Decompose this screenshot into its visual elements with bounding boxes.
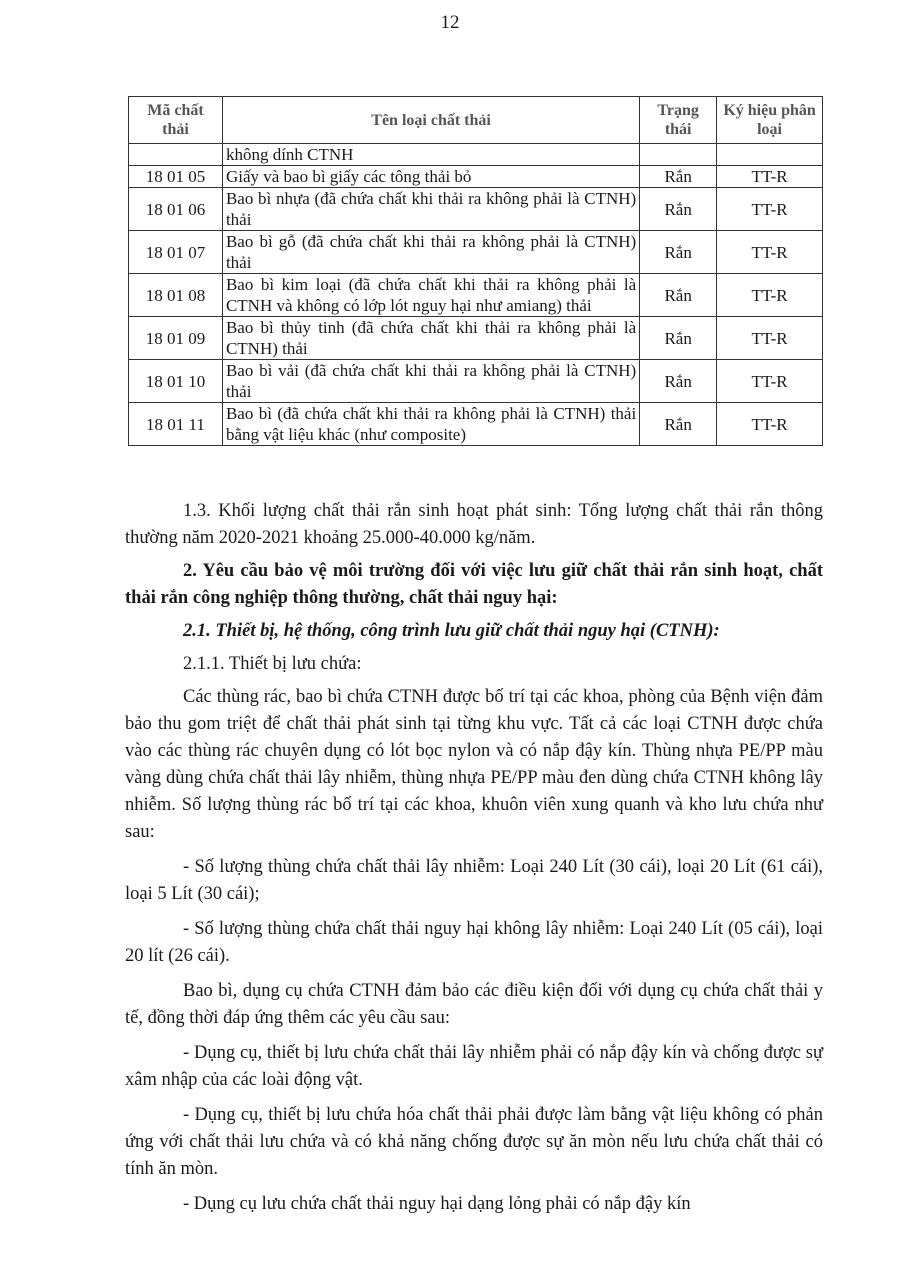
waste-symbol: TT-R (717, 403, 823, 446)
waste-state: Rắn (640, 231, 717, 274)
waste-name: Bao bì kim loại (đã chứa chất khi thải ra không phải là CTNH và không có lớp lót nguy hại như amiang) thải (222, 274, 639, 317)
subsection-heading-containers: 2.1.1. Thiết bị lưu chứa: (183, 654, 362, 674)
waste-state (640, 144, 717, 166)
table-row (129, 403, 823, 446)
waste-table (128, 96, 823, 446)
paragraph-hazardous-bins: - Số lượng thùng chứa chất thải nguy hại không lây nhiễm: Loại 240 Lít (05 cái), loại 20 lít (26 cái). (125, 919, 823, 966)
waste-symbol: TT-R (717, 317, 823, 360)
header-classification-symbol: Ký hiệu phân loại (717, 97, 823, 144)
waste-state: Rắn (640, 360, 717, 403)
table-row (129, 317, 823, 360)
waste-name: Bao bì vải (đã chứa chất khi thải ra không phải là CTNH) thải (222, 360, 639, 403)
waste-name: Bao bì (đã chứa chất khi thải ra không phải là CTNH) thải bằng vật liệu khác (như composite) (222, 403, 639, 446)
table-row (129, 360, 823, 403)
waste-code (129, 144, 223, 166)
waste-code: 18 01 08 (129, 274, 223, 317)
paragraph-waste-volume: 1.3. Khối lượng chất thải rắn sinh hoạt phát sinh: Tổng lượng chất thải rắn thông thường năm 2020-2021 khoảng 25.000-40.000 kg/năm. (125, 501, 823, 548)
waste-symbol: TT-R (717, 360, 823, 403)
table-row (129, 166, 823, 188)
waste-name: Bao bì nhựa (đã chứa chất khi thải ra không phải là CTNH) thải (222, 188, 639, 231)
waste-state: Rắn (640, 188, 717, 231)
table-row (129, 188, 823, 231)
paragraph-infectious-lid: - Dụng cụ, thiết bị lưu chứa chất thải lây nhiễm phải có nắp đậy kín và chống được sự xâm nhập của các loài động vật. (125, 1043, 823, 1090)
waste-code: 18 01 06 (129, 188, 223, 231)
paragraph-infectious-bins: - Số lượng thùng chứa chất thải lây nhiễm: Loại 240 Lít (30 cái), loại 20 Lít (61 cái), loại 5 Lít (30 cái); (125, 857, 823, 904)
waste-symbol (717, 144, 823, 166)
header-state: Trạng thái (640, 97, 717, 144)
section-heading-storage-requirements: 2. Yêu cầu bảo vệ môi trường đối với việc lưu giữ chất thải rắn sinh hoạt, chất thải rắn công nghiệp thông thường, chất thải nguy hại: (125, 561, 823, 608)
waste-state: Rắn (640, 403, 717, 446)
waste-name: Bao bì thủy tinh (đã chứa chất khi thải ra không phải là CTNH) thải (222, 317, 639, 360)
page-number: 12 (440, 12, 460, 33)
table-row (129, 231, 823, 274)
paragraph-packaging-conditions: Bao bì, dụng cụ chứa CTNH đảm bảo các điều kiện đối với dụng cụ chứa chất thải y tế, đồng thời đáp ứng thêm các yêu cầu sau: (125, 981, 823, 1028)
waste-code: 18 01 07 (129, 231, 223, 274)
waste-code: 18 01 10 (129, 360, 223, 403)
subsection-heading-hazardous-storage: 2.1. Thiết bị, hệ thống, công trình lưu giữ chất thải nguy hại (CTNH): (183, 621, 720, 641)
waste-name: không dính CTNH (222, 144, 639, 166)
waste-state: Rắn (640, 274, 717, 317)
table-row (129, 144, 823, 166)
header-waste-code: Mã chất thải (129, 97, 223, 144)
waste-name: Bao bì gỗ (đã chứa chất khi thải ra không phải là CTNH) thải (222, 231, 639, 274)
waste-symbol: TT-R (717, 188, 823, 231)
waste-symbol: TT-R (717, 166, 823, 188)
waste-state: Rắn (640, 317, 717, 360)
header-waste-name: Tên loại chất thải (222, 97, 639, 144)
waste-code: 18 01 09 (129, 317, 223, 360)
body-text (125, 498, 823, 1226)
paragraph-containers-description: Các thùng rác, bao bì chứa CTNH được bố trí tại các khoa, phòng của Bệnh viện đảm bảo thu gom triệt để chất thải phát sinh tại từng khu vực. Tất cả các loại CTNH được chứa vào các thùng rác chuyên dụng có lót bọc nylon và có nắp đậy kín. Thùng nhựa PE/PP màu vàng dùng chứa chất thải lây nhiễm, thùng nhựa PE/PP màu đen dùng chứa CTNH không lây nhiễm. Số lượng thùng rác bố trí tại các khoa, khuôn viên xung quanh và kho lưu chứa như sau: (125, 687, 823, 842)
table-header-row (129, 97, 823, 144)
waste-code: 18 01 11 (129, 403, 223, 446)
waste-symbol: TT-R (717, 274, 823, 317)
waste-state: Rắn (640, 166, 717, 188)
paragraph-chemical-material: - Dụng cụ, thiết bị lưu chứa hóa chất thải phải được làm bằng vật liệu không có phản ứng với chất thải lưu chứa và có khả năng chống được sự ăn mòn nếu lưu chứa chất thải có tính ăn mòn. (125, 1105, 823, 1179)
waste-symbol: TT-R (717, 231, 823, 274)
waste-name: Giấy và bao bì giấy các tông thải bỏ (222, 166, 639, 188)
paragraph-liquid-lid: - Dụng cụ lưu chứa chất thải nguy hại dạng lỏng phải có nắp đậy kín (183, 1194, 691, 1214)
table-row (129, 274, 823, 317)
waste-code: 18 01 05 (129, 166, 223, 188)
